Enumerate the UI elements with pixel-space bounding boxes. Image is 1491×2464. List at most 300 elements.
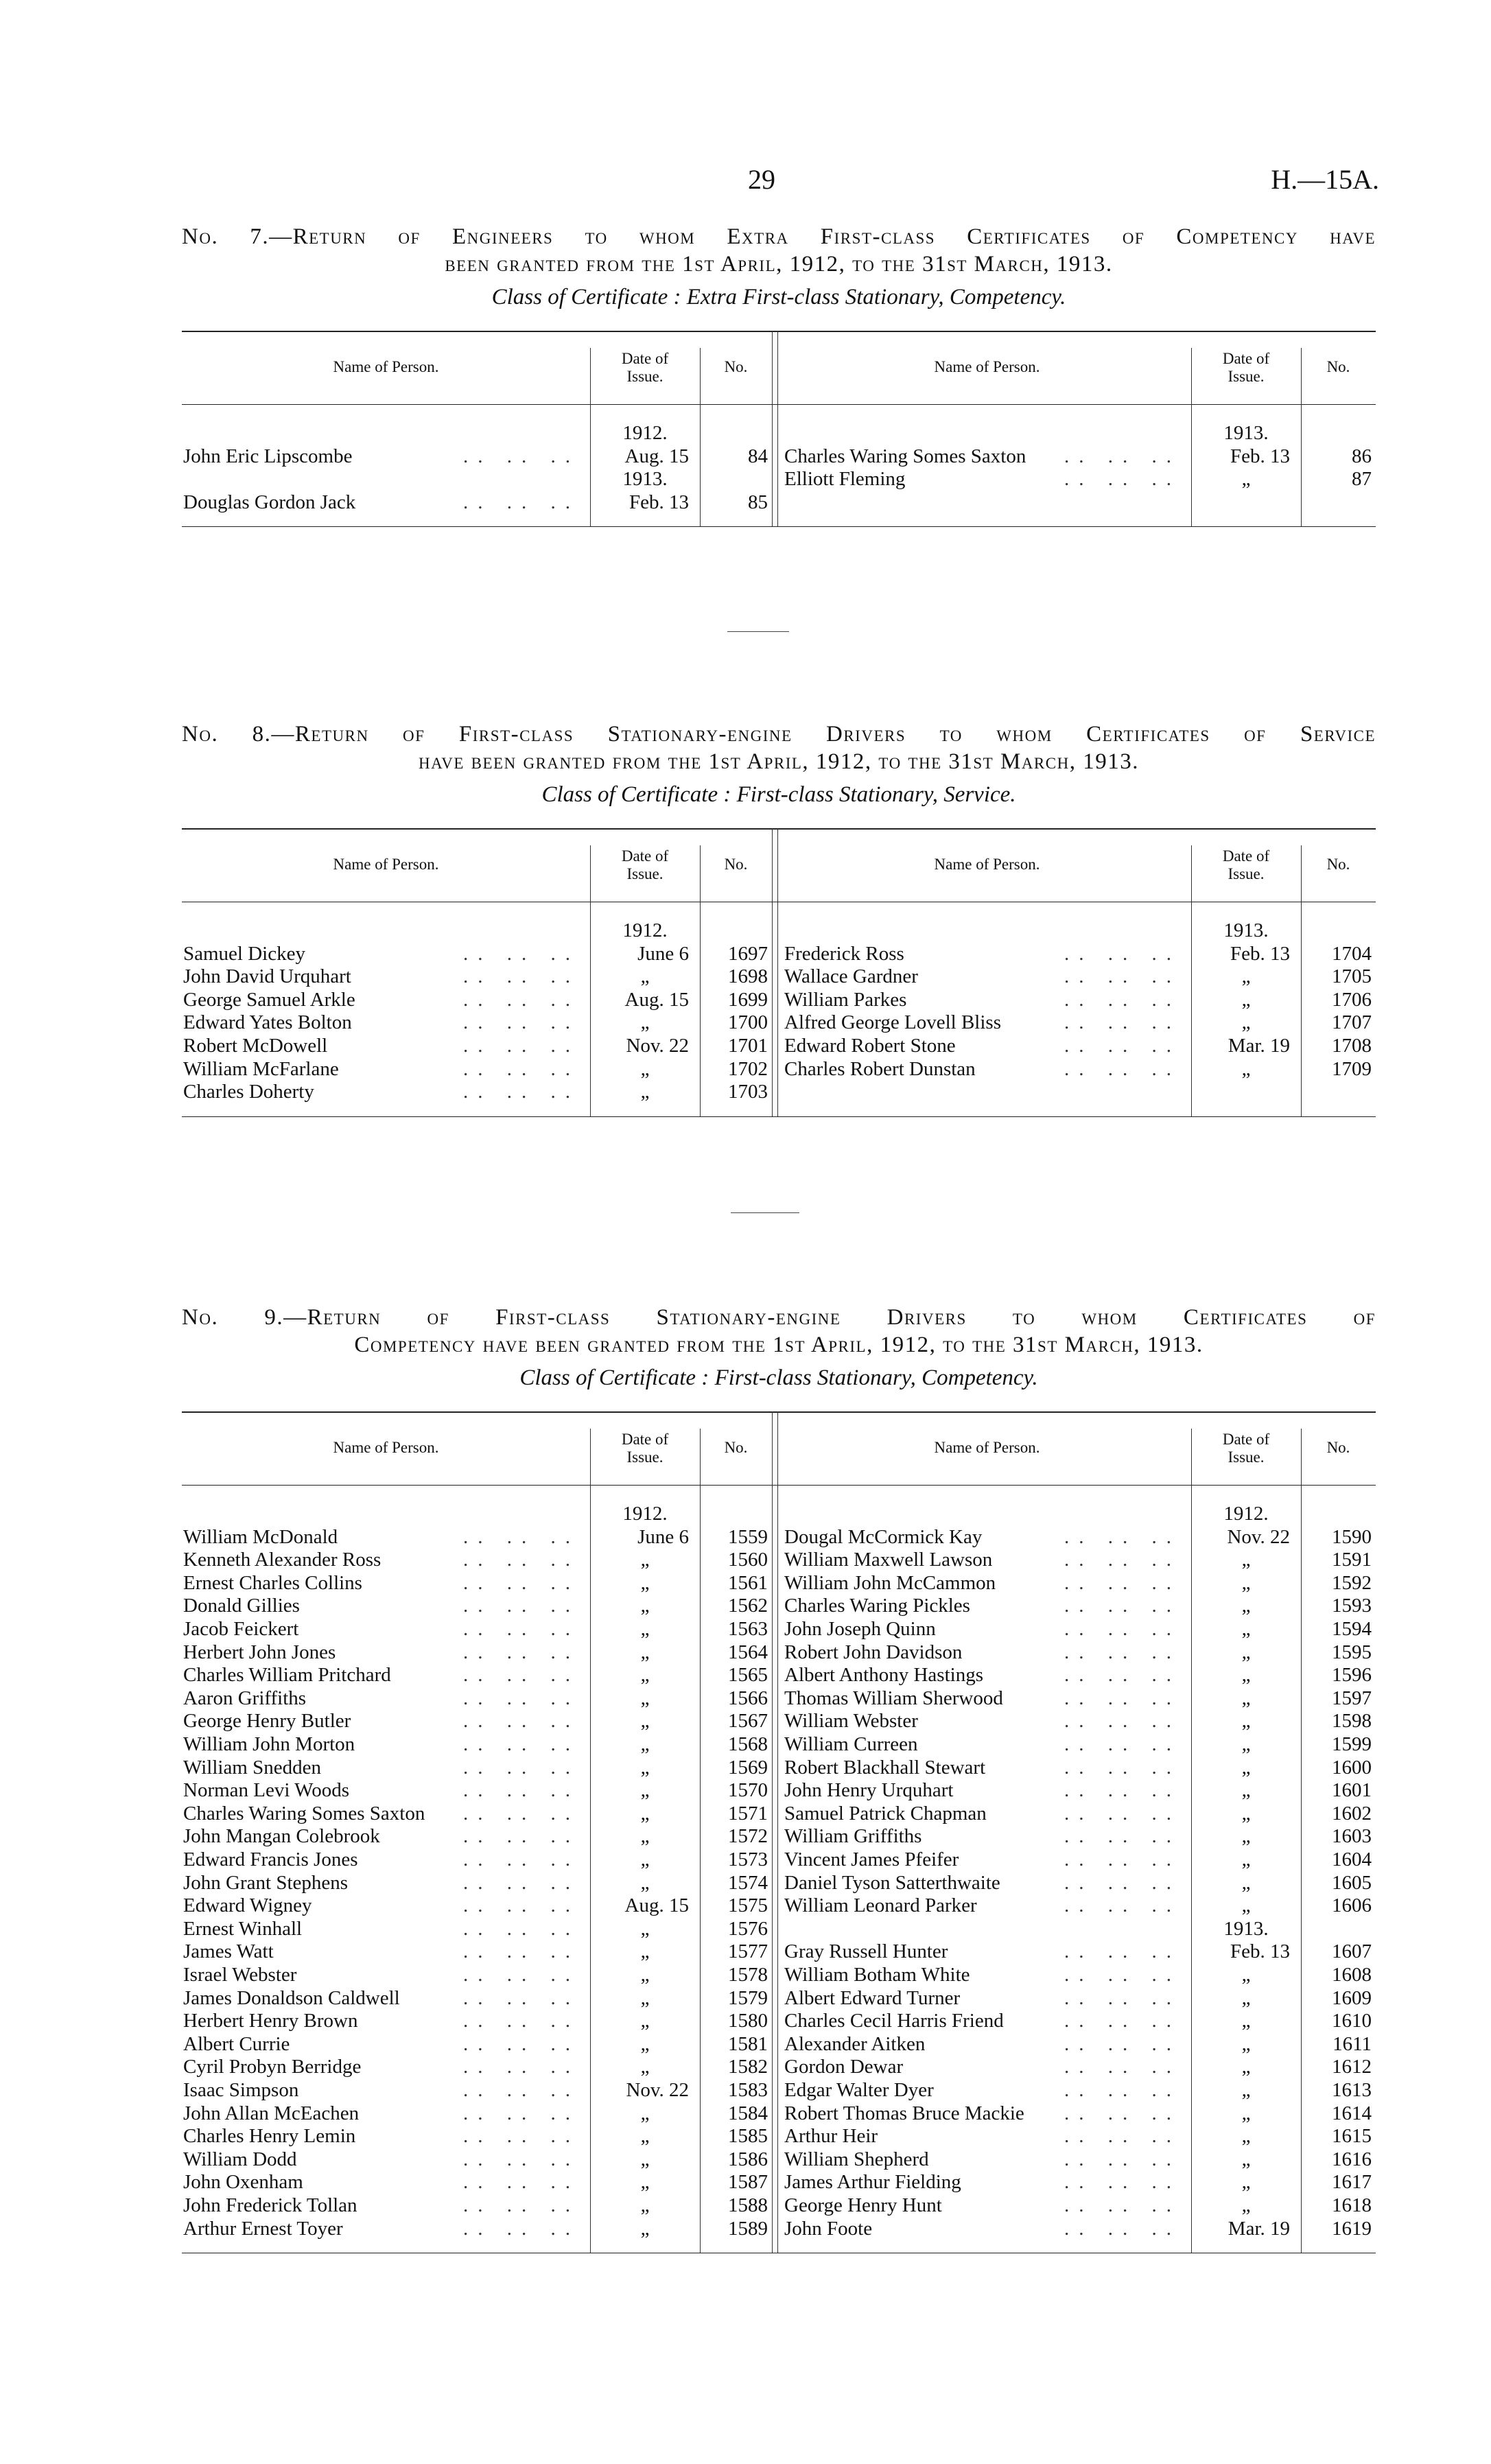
leader-dots: .. .. .. <box>463 1549 580 1571</box>
certificate-number: 1561 <box>728 1571 768 1594</box>
leader-dots: .. .. .. <box>463 1641 580 1663</box>
table-no7-heading-line2: been granted from the 1st April, 1912, to the 31st March, 1913. <box>445 252 1113 277</box>
date-of-issue: „ <box>1241 1779 1251 1802</box>
certificate-number: 1708 <box>1332 1035 1372 1057</box>
person-name: Charles William Pritchard <box>183 1664 391 1687</box>
person-name: Robert Blackhall Stewart <box>784 1756 986 1779</box>
date-of-issue: Feb. 13 <box>629 491 689 513</box>
person-name: Elliott Fleming <box>784 468 906 491</box>
date-of-issue: „ <box>640 2148 650 2170</box>
certificate-number: 1697 <box>728 942 768 965</box>
certificate-number: 1704 <box>1332 942 1372 965</box>
certificate-number: 1566 <box>728 1687 768 1709</box>
table-no7 <box>182 331 1376 526</box>
date-of-issue: „ <box>1241 2056 1251 2078</box>
leader-dots: .. .. .. <box>1064 2148 1181 2170</box>
leader-dots: .. .. .. <box>1064 1011 1181 1034</box>
leader-dots: .. .. .. <box>1064 1986 1181 2009</box>
leader-dots: .. .. .. <box>463 1940 580 1963</box>
person-name: Charles Robert Dunstan <box>784 1057 976 1080</box>
person-name: James Watt <box>183 1940 274 1963</box>
certificate-number: 1592 <box>1332 1571 1372 1594</box>
certificate-number: 1562 <box>728 1595 768 1617</box>
person-name: Isaac Simpson <box>183 2079 299 2101</box>
leader-dots: .. .. .. <box>463 2102 580 2124</box>
person-name: Arthur Heir <box>784 2125 878 2148</box>
leader-dots: .. .. .. <box>1064 1687 1181 1709</box>
certificate-number: 1586 <box>728 2148 768 2170</box>
certificate-number: 1607 <box>1332 1940 1372 1963</box>
leader-dots: .. .. .. <box>463 1871 580 1894</box>
header-number: No. <box>1326 1439 1350 1456</box>
leader-dots: .. .. .. <box>1064 1779 1181 1802</box>
date-of-issue: „ <box>1241 988 1251 1011</box>
certificate-number: 1602 <box>1332 1802 1372 1824</box>
certificate-number: 1604 <box>1332 1849 1372 1870</box>
certificate-number: 1578 <box>728 1964 768 1986</box>
person-name: William Curreen <box>784 1733 918 1755</box>
leader-dots: .. .. .. <box>463 1733 580 1755</box>
certificate-number: 1560 <box>728 1549 768 1571</box>
date-of-issue: „ <box>1241 1687 1251 1709</box>
header-date-of-issue: Date of Issue. <box>1222 350 1270 385</box>
header-name-of-person: Name of Person. <box>934 358 1040 375</box>
certificate-number: 1563 <box>728 1618 768 1640</box>
certificate-number: 1565 <box>728 1664 768 1687</box>
person-name: Ernest Winhall <box>183 1917 303 1940</box>
table-no8-heading-line2: have been granted from the 1st April, 1912, to the 31st March, 1913. <box>419 749 1139 774</box>
certificate-number: 1609 <box>1332 1986 1372 2009</box>
table-center-divider <box>772 1411 773 2253</box>
leader-dots: .. .. .. <box>1064 1940 1181 1963</box>
person-name: Charles Waring Somes Saxton <box>183 1802 425 1824</box>
person-name: William Shepherd <box>784 2148 929 2170</box>
leader-dots: .. .. .. <box>463 1035 580 1057</box>
leader-dots: .. .. .. <box>1064 1525 1181 1548</box>
certificate-number: 1572 <box>728 1825 768 1848</box>
certificate-number: 1606 <box>1332 1894 1372 1917</box>
certificate-number: 1608 <box>1332 1964 1372 1986</box>
table-no9-class-line: Class of Certificate : First-class Stationary, Competency. <box>519 1365 1038 1390</box>
certificate-number: 1610 <box>1332 2010 1372 2032</box>
certificate-number: 1706 <box>1332 988 1372 1011</box>
date-of-issue: „ <box>1241 1641 1251 1663</box>
table-center-divider <box>777 1411 778 2253</box>
date-of-issue: „ <box>640 1825 650 1848</box>
leader-dots: .. .. .. <box>1064 2079 1181 2101</box>
certificate-number: 86 <box>1352 445 1372 467</box>
certificate-number: 1603 <box>1332 1825 1372 1848</box>
year-label: 1912. <box>622 919 668 941</box>
leader-dots: .. .. .. <box>1064 1549 1181 1571</box>
certificate-number: 87 <box>1352 468 1372 491</box>
leader-dots: .. .. .. <box>463 2125 580 2148</box>
leader-dots: .. .. .. <box>463 1710 580 1733</box>
leader-dots: .. .. .. <box>463 1802 580 1824</box>
certificate-number: 1601 <box>1332 1779 1372 1802</box>
certificate-number: 1619 <box>1332 2217 1372 2240</box>
date-of-issue: „ <box>640 1710 650 1733</box>
date-of-issue: „ <box>640 965 650 988</box>
leader-dots: .. .. .. <box>1064 1618 1181 1640</box>
certificate-number: 1588 <box>728 2194 768 2216</box>
certificate-number: 1575 <box>728 1894 768 1917</box>
date-of-issue: Nov. 22 <box>626 1035 689 1057</box>
leader-dots: .. .. .. <box>463 491 580 513</box>
certificate-number: 85 <box>748 491 768 513</box>
table-no9-heading <box>182 1304 1376 1359</box>
date-of-issue: Aug. 15 <box>624 445 689 467</box>
person-name: Thomas William Sherwood <box>784 1687 1003 1709</box>
date-of-issue: „ <box>640 1871 650 1894</box>
leader-dots: .. .. .. <box>463 2171 580 2194</box>
date-of-issue: „ <box>1241 1802 1251 1824</box>
person-name: William Botham White <box>784 1964 970 1986</box>
person-name: Daniel Tyson Satterthwaite <box>784 1871 1000 1894</box>
person-name: Edward Yates Bolton <box>183 1011 352 1034</box>
leader-dots: .. .. .. <box>1064 2010 1181 2032</box>
date-of-issue: „ <box>640 1687 650 1709</box>
header-number: No. <box>1326 856 1350 873</box>
date-of-issue: „ <box>1241 1571 1251 1594</box>
table-center-divider <box>772 331 773 526</box>
date-of-issue: „ <box>640 1917 650 1940</box>
date-of-issue: Feb. 13 <box>1230 942 1290 965</box>
table-no8-heading-line1: No. 8.—Return of First-class Stationary-engine Drivers to whom Certificates of Service <box>182 722 1376 747</box>
person-name: Aaron Griffiths <box>183 1687 307 1709</box>
date-of-issue: „ <box>1241 1756 1251 1779</box>
person-name: Gray Russell Hunter <box>784 1940 948 1963</box>
table-no8-section <box>182 720 1376 1116</box>
table-center-divider <box>772 828 773 1116</box>
date-of-issue: „ <box>640 2032 650 2055</box>
date-of-issue: „ <box>640 1011 650 1034</box>
person-name: John Grant Stephens <box>183 1871 349 1894</box>
person-name: John Joseph Quinn <box>784 1618 936 1640</box>
person-name: Herbert Henry Brown <box>183 2010 358 2032</box>
certificate-number: 1585 <box>728 2125 768 2148</box>
person-name: Wallace Gardner <box>784 965 918 988</box>
person-name: Charles Doherty <box>183 1081 314 1103</box>
date-of-issue: Aug. 15 <box>624 988 689 1011</box>
certificate-number: 1613 <box>1332 2079 1372 2101</box>
person-name: Charles Cecil Harris Friend <box>784 2010 1004 2032</box>
date-of-issue: „ <box>1241 2102 1251 2124</box>
person-name: John Henry Urquhart <box>784 1779 954 1802</box>
certificate-number: 1590 <box>1332 1525 1372 1548</box>
table-no9-heading-line2: Competency have been granted from the 1st April, 1912, to the 31st March, 1913. <box>354 1333 1204 1357</box>
section-divider <box>727 631 789 632</box>
certificate-number: 1577 <box>728 1940 768 1963</box>
leader-dots: .. .. .. <box>463 1081 580 1103</box>
person-name: Jacob Feickert <box>183 1618 299 1640</box>
date-of-issue: „ <box>640 1940 650 1963</box>
leader-dots: .. .. .. <box>463 1011 580 1034</box>
date-of-issue: „ <box>1241 1733 1251 1755</box>
leader-dots: .. .. .. <box>1064 2217 1181 2240</box>
date-of-issue: „ <box>1241 2032 1251 2055</box>
person-name: Albert Edward Turner <box>784 1986 961 2009</box>
date-of-issue: „ <box>640 2056 650 2078</box>
header-number: No. <box>724 856 748 873</box>
certificate-number: 1596 <box>1332 1664 1372 1687</box>
person-name: Herbert John Jones <box>183 1641 336 1663</box>
person-name: George Henry Butler <box>183 1710 351 1733</box>
leader-dots: .. .. .. <box>1064 988 1181 1011</box>
year-label: 1913. <box>622 468 668 491</box>
leader-dots: .. .. .. <box>463 1894 580 1917</box>
table-no7-section <box>182 223 1376 526</box>
table-header-rule <box>182 404 1376 405</box>
leader-dots: .. .. .. <box>1064 2194 1181 2216</box>
table-center-divider <box>777 331 778 526</box>
certificate-number: 1573 <box>728 1849 768 1870</box>
certificate-number: 1589 <box>728 2217 768 2240</box>
date-of-issue: Feb. 13 <box>1230 445 1290 467</box>
leader-dots: .. .. .. <box>463 1057 580 1080</box>
person-name: John Allan McEachen <box>183 2102 360 2124</box>
person-name: William Webster <box>784 1710 918 1733</box>
person-name: Norman Levi Woods <box>183 1779 349 1802</box>
date-of-issue: „ <box>1241 1057 1251 1080</box>
certificate-number: 1698 <box>728 965 768 988</box>
leader-dots: .. .. .. <box>463 1825 580 1848</box>
date-of-issue: „ <box>1241 965 1251 988</box>
certificate-number: 1587 <box>728 2171 768 2194</box>
leader-dots: .. .. .. <box>1064 1756 1181 1779</box>
leader-dots: .. .. .. <box>463 2217 580 2240</box>
page-reference: H.—15A. <box>1271 164 1379 195</box>
person-name: Vincent James Pfeifer <box>784 1849 959 1870</box>
leader-dots: .. .. .. <box>1064 468 1181 491</box>
header-number: No. <box>724 358 748 375</box>
leader-dots: .. .. .. <box>1064 2125 1181 2148</box>
date-of-issue: „ <box>640 1779 650 1802</box>
header-name-of-person: Name of Person. <box>934 856 1040 873</box>
person-name: Arthur Ernest Toyer <box>183 2217 343 2240</box>
header-number: No. <box>724 1439 748 1456</box>
leader-dots: .. .. .. <box>1064 2171 1181 2194</box>
leader-dots: .. .. .. <box>1064 1641 1181 1663</box>
year-label: 1913. <box>1223 422 1269 444</box>
leader-dots: .. .. .. <box>463 1779 580 1802</box>
table-no8 <box>182 828 1376 1116</box>
person-name: Dougal McCormick Kay <box>784 1525 983 1548</box>
certificate-number: 1597 <box>1332 1687 1372 1709</box>
table-center-divider <box>777 828 778 1116</box>
certificate-number: 1707 <box>1332 1011 1372 1034</box>
header-name-of-person: Name of Person. <box>934 1439 1040 1456</box>
certificate-number: 1599 <box>1332 1733 1372 1755</box>
date-of-issue: „ <box>640 1986 650 2009</box>
leader-dots: .. .. .. <box>1064 942 1181 965</box>
date-of-issue: „ <box>640 1057 650 1080</box>
date-of-issue: „ <box>1241 1894 1251 1917</box>
leader-dots: .. .. .. <box>1064 1894 1181 1917</box>
header-date-of-issue: Date of Issue. <box>621 350 669 385</box>
header-date-of-issue: Date of Issue. <box>1222 847 1270 882</box>
leader-dots: .. .. .. <box>463 2148 580 2170</box>
person-name: John Foote <box>784 2217 873 2240</box>
table-top-rule <box>182 331 1376 332</box>
date-of-issue: „ <box>640 1641 650 1663</box>
certificate-number: 1709 <box>1332 1057 1372 1080</box>
person-name: Edward Francis Jones <box>183 1849 358 1870</box>
certificate-number: 1559 <box>728 1525 768 1548</box>
leader-dots: .. .. .. <box>463 1756 580 1779</box>
leader-dots: .. .. .. <box>1064 1733 1181 1755</box>
certificate-number: 1576 <box>728 1917 768 1940</box>
person-name: Samuel Patrick Chapman <box>784 1802 987 1824</box>
person-name: John David Urquhart <box>183 965 351 988</box>
date-of-issue: „ <box>640 1571 650 1594</box>
certificate-number: 1569 <box>728 1756 768 1779</box>
year-label: 1912. <box>1223 1503 1269 1525</box>
leader-dots: .. .. .. <box>1064 1802 1181 1824</box>
certificate-number: 1618 <box>1332 2194 1372 2216</box>
certificate-number: 1595 <box>1332 1641 1372 1663</box>
person-name: Albert Anthony Hastings <box>784 1664 983 1687</box>
certificate-number: 1617 <box>1332 2171 1372 2194</box>
leader-dots: .. .. .. <box>463 1964 580 1986</box>
leader-dots: .. .. .. <box>463 1917 580 1940</box>
date-of-issue: „ <box>1241 2148 1251 2170</box>
certificate-number: 1593 <box>1332 1595 1372 1617</box>
person-name: William Dodd <box>183 2148 297 2170</box>
table-no8-class-line: Class of Certificate : First-class Stationary, Service. <box>541 782 1016 807</box>
certificate-number: 1616 <box>1332 2148 1372 2170</box>
leader-dots: .. .. .. <box>1064 1664 1181 1687</box>
person-name: William Maxwell Lawson <box>784 1549 993 1571</box>
person-name: Charles Waring Pickles <box>784 1595 970 1617</box>
date-of-issue: Nov. 22 <box>1227 1525 1290 1548</box>
person-name: Robert Thomas Bruce Mackie <box>784 2102 1024 2124</box>
date-of-issue: „ <box>1241 1549 1251 1571</box>
certificate-number: 1700 <box>728 1011 768 1034</box>
certificate-number: 1584 <box>728 2102 768 2124</box>
date-of-issue: June 6 <box>637 1525 689 1548</box>
person-name: Albert Currie <box>183 2032 290 2055</box>
certificate-number: 1703 <box>728 1081 768 1103</box>
header-date-of-issue: Date of Issue. <box>1222 1431 1270 1466</box>
person-name: Alfred George Lovell Bliss <box>784 1011 1001 1034</box>
date-of-issue: „ <box>1241 1618 1251 1640</box>
certificate-number: 1701 <box>728 1035 768 1057</box>
table-no8-heading <box>182 720 1376 775</box>
date-of-issue: Feb. 13 <box>1230 1940 1290 1963</box>
leader-dots: .. .. .. <box>463 965 580 988</box>
table-no7-heading-line1: No. 7.—Return of Engineers to whom Extra First-class Certificates of Competency have <box>182 224 1376 249</box>
date-of-issue: „ <box>1241 1664 1251 1687</box>
header-date-of-issue: Date of Issue. <box>621 847 669 882</box>
person-name: Donald Gillies <box>183 1595 300 1617</box>
section-divider <box>731 1212 799 1213</box>
leader-dots: .. .. .. <box>1064 445 1181 467</box>
leader-dots: .. .. .. <box>463 2079 580 2101</box>
table-header-rule <box>182 1485 1376 1486</box>
table-top-rule <box>182 828 1376 830</box>
date-of-issue: „ <box>640 1081 650 1103</box>
date-of-issue: Mar. 19 <box>1228 1035 1290 1057</box>
leader-dots: .. .. .. <box>463 1664 580 1687</box>
certificate-number: 1702 <box>728 1057 768 1080</box>
date-of-issue: „ <box>640 1664 650 1687</box>
table-no9-section <box>182 1304 1376 2253</box>
person-name: Ernest Charles Collins <box>183 1571 362 1594</box>
leader-dots: .. .. .. <box>463 942 580 965</box>
certificate-number: 1614 <box>1332 2102 1372 2124</box>
date-of-issue: „ <box>640 2194 650 2216</box>
person-name: Frederick Ross <box>784 942 904 965</box>
date-of-issue: „ <box>640 2217 650 2240</box>
person-name: John Eric Lipscombe <box>183 445 353 467</box>
leader-dots: .. .. .. <box>1064 1035 1181 1057</box>
certificate-number: 1600 <box>1332 1756 1372 1779</box>
leader-dots: .. .. .. <box>463 1986 580 2009</box>
certificate-number: 84 <box>748 445 768 467</box>
person-name: Robert John Davidson <box>784 1641 963 1663</box>
person-name: Alexander Aitken <box>784 2032 926 2055</box>
person-name: Charles Waring Somes Saxton <box>784 445 1026 467</box>
leader-dots: .. .. .. <box>463 445 580 467</box>
leader-dots: .. .. .. <box>1064 1057 1181 1080</box>
person-name: William John McCammon <box>784 1571 996 1594</box>
person-name: Charles Henry Lemin <box>183 2125 356 2148</box>
person-name: William Leonard Parker <box>784 1894 977 1917</box>
certificate-number: 1598 <box>1332 1710 1372 1733</box>
leader-dots: .. .. .. <box>1064 1871 1181 1894</box>
person-name: Edward Robert Stone <box>784 1035 956 1057</box>
leader-dots: .. .. .. <box>463 1525 580 1548</box>
year-label: 1912. <box>622 422 668 444</box>
table-bottom-rule <box>182 1116 1376 1117</box>
header-number: No. <box>1326 358 1350 375</box>
leader-dots: .. .. .. <box>463 1687 580 1709</box>
table-no9-heading-line1: No. 9.—Return of First-class Stationary-engine Drivers to whom Certificates of <box>182 1305 1376 1330</box>
certificate-number: 1705 <box>1332 965 1372 988</box>
person-name: William McDonald <box>183 1525 338 1548</box>
certificate-number: 1583 <box>728 2079 768 2101</box>
date-of-issue: June 6 <box>637 942 689 965</box>
date-of-issue: „ <box>640 1595 650 1617</box>
date-of-issue: „ <box>1241 2171 1251 2194</box>
leader-dots: .. .. .. <box>1064 2102 1181 2124</box>
date-of-issue: „ <box>1241 1595 1251 1617</box>
leader-dots: .. .. .. <box>463 2194 580 2216</box>
leader-dots: .. .. .. <box>463 1618 580 1640</box>
person-name: John Frederick Tollan <box>183 2194 357 2216</box>
leader-dots: .. .. .. <box>463 2032 580 2055</box>
leader-dots: .. .. .. <box>463 2056 580 2078</box>
leader-dots: .. .. .. <box>1064 1964 1181 1986</box>
table-top-rule <box>182 1411 1376 1413</box>
leader-dots: .. .. .. <box>1064 2056 1181 2078</box>
certificate-number: 1594 <box>1332 1618 1372 1640</box>
table-no7-heading <box>182 223 1376 278</box>
date-of-issue: „ <box>1241 1710 1251 1733</box>
certificate-number: 1567 <box>728 1710 768 1733</box>
date-of-issue: „ <box>640 1964 650 1986</box>
person-name: Robert McDowell <box>183 1035 328 1057</box>
certificate-number: 1699 <box>728 988 768 1011</box>
date-of-issue: „ <box>640 1733 650 1755</box>
date-of-issue: „ <box>640 1756 650 1779</box>
date-of-issue: „ <box>640 2010 650 2032</box>
page-number: 29 <box>748 164 775 195</box>
date-of-issue: Mar. 19 <box>1228 2217 1290 2240</box>
person-name: Gordon Dewar <box>784 2056 904 2078</box>
person-name: Israel Webster <box>183 1964 297 1986</box>
